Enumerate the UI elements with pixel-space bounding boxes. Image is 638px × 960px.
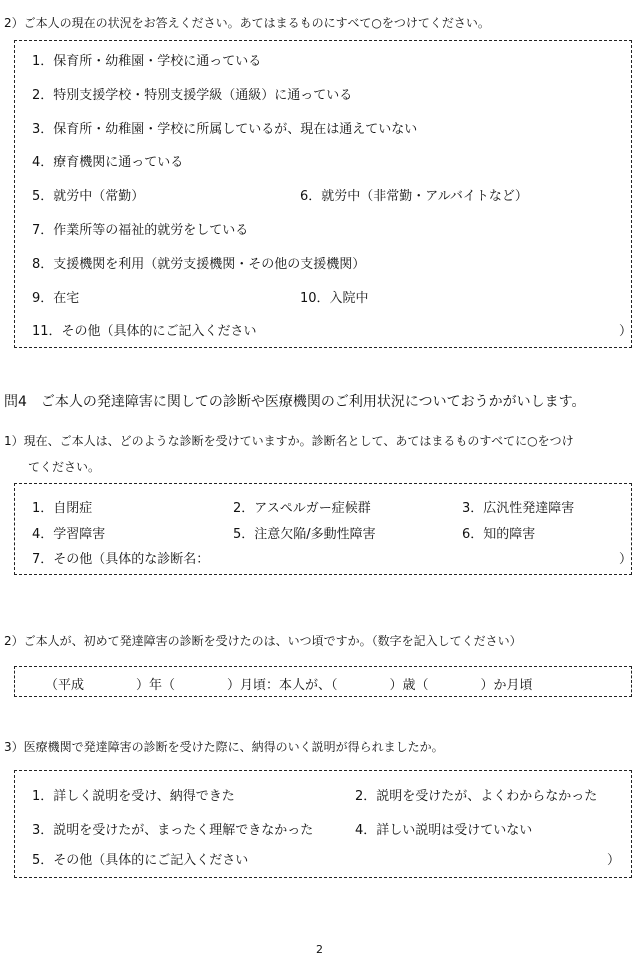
q4-1-text-line1: 1）現在、ご本人は、どのような診断を受けていますか。診断名として、あてはまるものすべてに○をつけ <box>4 434 574 448</box>
diagnosis-option-ld[interactable]: 4．学習障害 <box>32 527 106 542</box>
diagnosis-option-id[interactable]: 6．知的障害 <box>462 527 536 542</box>
status-option-6[interactable]: 6．就労中（非常勤・アルバイトなど） <box>300 189 528 204</box>
explanation-option-3[interactable]: 3．説明を受けたが、まったく理解できなかった <box>32 823 314 838</box>
explanation-option-5[interactable]: 5．その他（具体的にご記入ください <box>32 853 249 868</box>
first-diagnosis-fill-fields[interactable]: （平成 ）年（ ）月頃：本人が、（ ）歳（ ）か月頃 <box>45 678 533 693</box>
status-option-3[interactable]: 3．保育所・幼稚園・学校に所属しているが、現在は通えていない <box>32 122 418 137</box>
status-option-10[interactable]: 10．入院中 <box>300 291 369 306</box>
explanation-option-4[interactable]: 4．詳しい説明は受けていない <box>355 823 533 838</box>
status-option-9[interactable]: 9．在宅 <box>32 291 80 306</box>
status-option-5[interactable]: 5．就労中（常勤） <box>32 189 145 204</box>
question-current-status: 2）ご本人の現在の状況をお答えください。あてはまるものにすべて○をつけてください。 <box>4 16 490 30</box>
status-option-2[interactable]: 2．特別支援学校・特別支援学級（通級）に通っている <box>32 88 353 103</box>
status-option-4[interactable]: 4．療育機関に通っている <box>32 155 184 170</box>
page-number: 2 <box>316 943 323 956</box>
diagnosis-option-pdd[interactable]: 3．広汎性発達障害 <box>462 501 575 516</box>
diagnosis-option-autism[interactable]: 1．自閉症 <box>32 501 93 516</box>
status-option-11[interactable]: 11．その他（具体的にご記入ください <box>32 324 257 339</box>
q4-heading: 問4 ご本人の発達障害に関しての診断や医療機関のご利用状況についておうかがいします。 <box>4 394 586 410</box>
diagnosis-option-other[interactable]: 7．その他（具体的な診断名： <box>32 552 210 567</box>
explanation-options-box <box>14 770 632 878</box>
explanation-option-5-close-paren: ） <box>607 853 621 868</box>
first-diagnosis-fill-box <box>14 666 632 697</box>
explanation-option-1[interactable]: 1．詳しく説明を受け、納得できた <box>32 789 235 804</box>
q4-1-text-line2: てください。 <box>28 460 101 474</box>
status-option-8[interactable]: 8．支援機関を利用（就労支援機関・その他の支援機関） <box>32 257 366 272</box>
q4-2-text: 2）ご本人が、初めて発達障害の診断を受けたのは、いつ頃ですか。（数字を記入してください） <box>4 634 522 648</box>
diagnosis-options-box <box>14 483 632 575</box>
status-option-7[interactable]: 7．作業所等の福祉的就労をしている <box>32 223 249 238</box>
diagnosis-option-asperger[interactable]: 2．アスペルガー症候群 <box>233 501 371 516</box>
q4-3-text: 3）医療機関で発達障害の診断を受けた際に、納得のいく説明が得られましたか。 <box>4 740 444 754</box>
diagnosis-option-other-close-paren: ） <box>619 552 633 567</box>
status-options-box <box>14 40 632 348</box>
explanation-option-2[interactable]: 2．説明を受けたが、よくわからなかった <box>355 789 598 804</box>
status-option-11-close-paren: ） <box>619 324 633 339</box>
status-option-1[interactable]: 1．保育所・幼稚園・学校に通っている <box>32 54 262 69</box>
diagnosis-option-adhd[interactable]: 5．注意欠陥/多動性障害 <box>233 527 376 542</box>
